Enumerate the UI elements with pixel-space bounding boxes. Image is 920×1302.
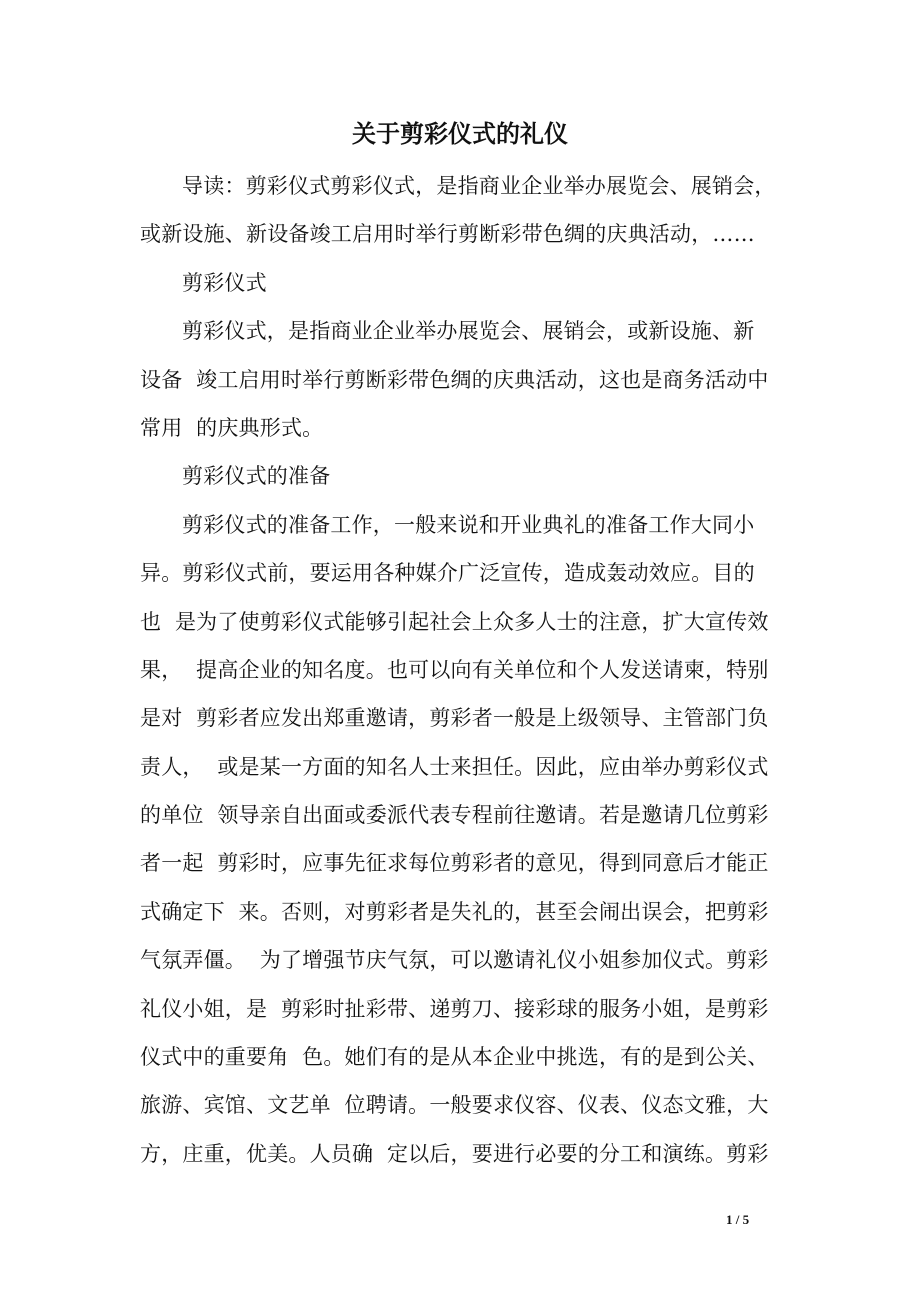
document-body <box>140 168 780 1184</box>
paragraph-line: 的单位 领导亲自出面或委派代表专程前往邀请。若是邀请几位剪彩 <box>140 803 769 828</box>
page-number: 1 / 5 <box>726 1212 750 1227</box>
paragraph-line: 剪彩仪式的准备工作，一般来说和开业典礼的准备工作大同小 <box>182 512 755 537</box>
paragraph-line: 异。剪彩仪式前，要运用各种媒介广泛宣传，造成轰动效应。目的 <box>140 561 755 586</box>
paragraph-line: 导读：剪彩仪式剪彩仪式，是指商业企业举办展览会、展销会， <box>182 174 776 198</box>
paragraph-line: 设备 竣工启用时举行剪断彩带色绸的庆典活动，这也是商务活动中 <box>140 367 769 392</box>
paragraph-line: 责人， 或是某一方面的知名人士来担任。因此，应由举办剪彩仪式 <box>140 754 769 779</box>
paragraph-line: 或新设施、新设备竣工启用时举行剪断彩带色绸的庆典活动，…… <box>140 222 755 247</box>
paragraph-line: 式确定下 来。否则，对剪彩者是失礼的，甚至会闹出误会，把剪彩 <box>140 899 769 924</box>
paragraph-line: 礼仪小姐，是 剪彩时扯彩带、递剪刀、接彩球的服务小姐，是剪彩 <box>140 996 769 1021</box>
paragraph-line: 剪彩仪式，是指商业企业举办展览会、展销会，或新设施、新 <box>182 319 755 344</box>
paragraph-line: 仪式中的重要角 色。她们有的是从本企业中挑选，有的是到公关、 <box>140 1045 769 1070</box>
section-heading: 剪彩仪式 <box>182 270 267 295</box>
paragraph-line: 方，庄重，优美。人员确 定以后，要进行必要的分工和演练。剪彩 <box>140 1141 769 1166</box>
section-heading: 剪彩仪式的准备 <box>182 464 331 489</box>
paragraph-line: 常用 的庆典形式。 <box>140 415 324 440</box>
paragraph-line: 气氛弄僵。 为了增强节庆气氛，可以邀请礼仪小姐参加仪式。剪彩 <box>140 948 769 973</box>
document-title: 关于剪彩仪式的礼仪 <box>352 120 568 148</box>
paragraph-line: 是对 剪彩者应发出郑重邀请，剪彩者一般是上级领导、主管部门负 <box>140 706 769 731</box>
paragraph-line: 旅游、宾馆、文艺单 位聘请。一般要求仪容、仪表、仪态文雅，大 <box>140 1093 769 1118</box>
paragraph-line: 也 是为了使剪彩仪式能够引起社会上众多人士的注意，扩大宣传效 <box>140 609 769 634</box>
paragraph-line: 者一起 剪彩时，应事先征求每位剪彩者的意见，得到同意后才能正 <box>140 851 769 876</box>
paragraph-line: 果， 提高企业的知名度。也可以向有关单位和个人发送请柬，特别 <box>140 657 769 682</box>
